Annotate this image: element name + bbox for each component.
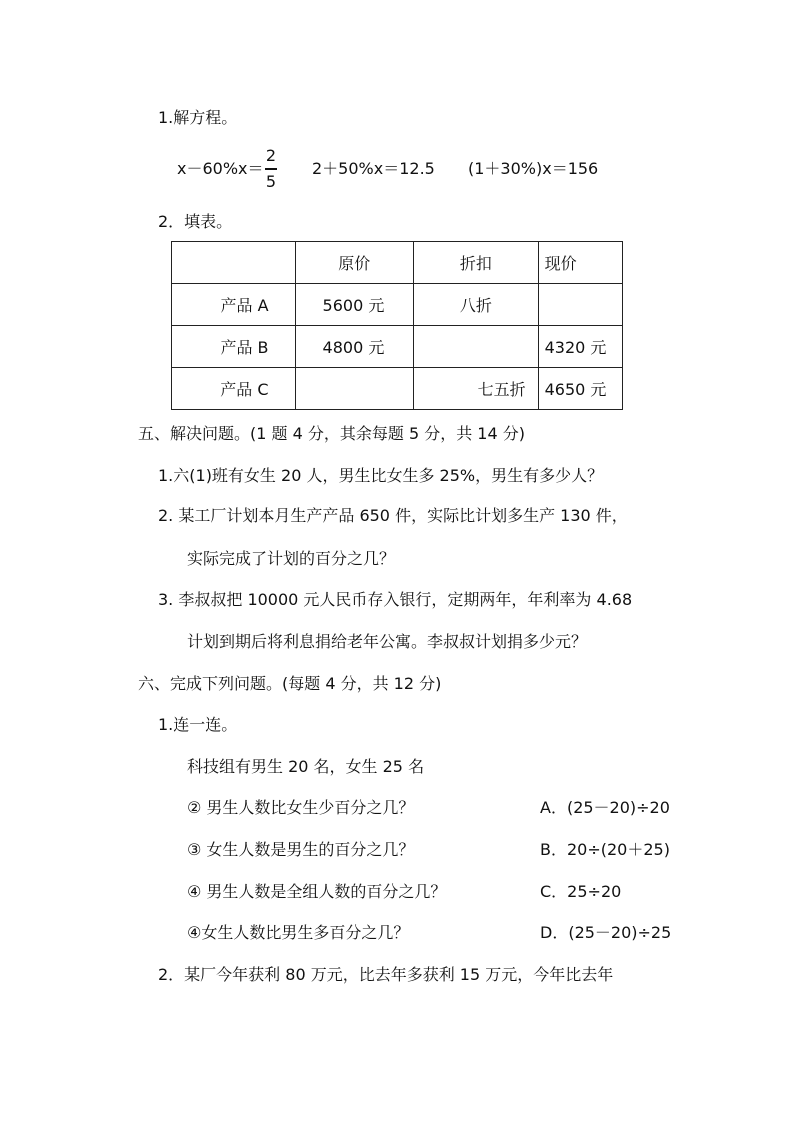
equation-1-fraction <box>265 148 277 190</box>
section-5-question-3-line-2: 计划到期后将利息捐给老年公寓。李叔叔计划捐多少元？ <box>187 632 588 651</box>
table-header-row <box>172 242 623 284</box>
fraction-bar <box>265 168 277 170</box>
table-cell: 产品 C <box>172 368 296 410</box>
section-5-question-1: 1.六(1)班有女生 20 人，男生比女生多 25%，男生有多少人？ <box>158 466 604 485</box>
matching-option-a[interactable]: A．(25－20)÷20 <box>540 798 670 817</box>
table-cell: 4320 元 <box>538 326 622 368</box>
table-cell[interactable] <box>295 368 414 410</box>
table-cell: 七五折 <box>414 368 539 410</box>
table-cell: 4650 元 <box>538 368 622 410</box>
table-header-cell: 折扣 <box>414 242 539 284</box>
table-cell[interactable] <box>414 326 539 368</box>
table-header-cell: 现价 <box>538 242 622 284</box>
section-6-question-2-line-1: 2．某厂今年获利 80 万元，比去年多获利 15 万元，今年比去年 <box>158 965 614 984</box>
table-cell: 4800 元 <box>295 326 414 368</box>
table-cell: 5600 元 <box>295 284 414 326</box>
equation-2: 2＋50%x＝12.5 <box>312 159 435 178</box>
matching-option-c[interactable]: C．25÷20 <box>540 882 622 901</box>
matching-question-4[interactable]: ④女生人数比男生多百分之几？ <box>187 923 410 942</box>
table-cell[interactable] <box>538 284 622 326</box>
section-6-title: 六、完成下列问题。(每题 4 分，共 12 分) <box>138 674 442 693</box>
equation-1-left: x－60%x＝ <box>177 159 264 178</box>
matching-option-d[interactable]: D．(25－20)÷25 <box>540 923 672 942</box>
table-cell: 八折 <box>414 284 539 326</box>
section-5-question-2-line-1: 2. 某工厂计划本月生产产品 650 件，实际比计划多生产 130 件， <box>158 506 628 525</box>
matching-question-1[interactable]: ② 男生人数比女生少百分之几？ <box>187 798 415 817</box>
q1-title: 1.解方程。 <box>158 108 238 127</box>
q2-title: 2．填表。 <box>158 212 233 231</box>
section-6-question-1-title: 1.连一连。 <box>158 715 238 734</box>
fraction-numerator: 2 <box>265 146 277 165</box>
table-cell: 产品 A <box>172 284 296 326</box>
table-row <box>172 326 623 368</box>
table-header-cell: 原价 <box>295 242 414 284</box>
matching-option-b[interactable]: B．20÷(20＋25) <box>540 840 670 859</box>
fraction-denominator: 5 <box>265 171 277 191</box>
price-table <box>171 241 623 410</box>
table-row <box>172 284 623 326</box>
matching-intro: 科技组有男生 20 名，女生 25 名 <box>187 757 425 776</box>
equation-3: (1＋30%)x＝156 <box>468 159 599 178</box>
section-5-question-3-line-1: 3. 李叔叔把 10000 元人民币存入银行，定期两年，年利率为 4.68 <box>158 590 633 609</box>
table-cell: 产品 B <box>172 326 296 368</box>
matching-question-2[interactable]: ③ 女生人数是男生的百分之几？ <box>187 840 415 859</box>
section-5-title: 五、解决问题。(1 题 4 分，其余每题 5 分，共 14 分) <box>138 424 525 443</box>
section-5-question-2-line-2: 实际完成了计划的百分之几？ <box>187 549 396 568</box>
matching-question-3[interactable]: ④ 男生人数是全组人数的百分之几？ <box>187 882 447 901</box>
table-header-cell <box>172 242 296 284</box>
table-row <box>172 368 623 410</box>
